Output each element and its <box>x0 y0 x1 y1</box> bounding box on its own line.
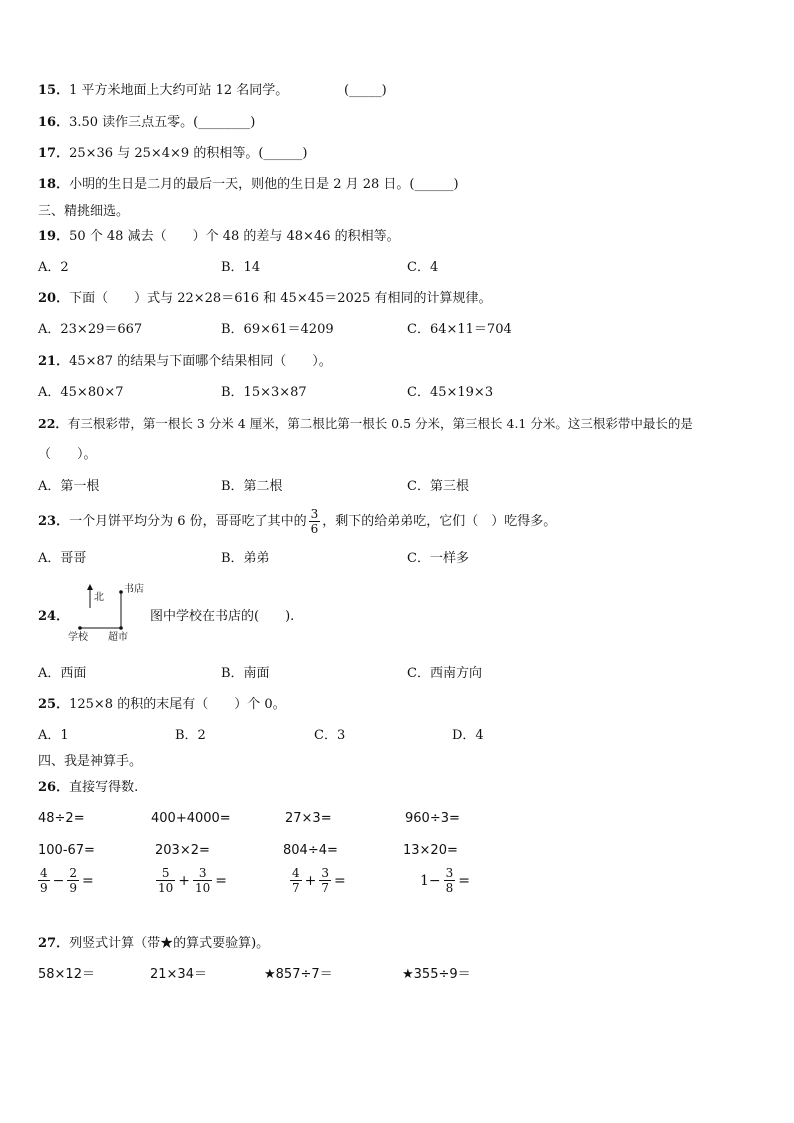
fraction-expression: $\frac{5}{10}$ + $\frac{3}{10}$ = <box>158 866 228 895</box>
calc-item: 27×3= <box>285 811 332 826</box>
question-18 <box>38 176 459 194</box>
question-15 <box>38 82 288 100</box>
north-label: 北 <box>94 592 104 603</box>
question-number: 15． <box>38 83 70 98</box>
calc-item: ★355÷9＝ <box>402 967 471 982</box>
calc-item: 960÷3= <box>405 811 460 826</box>
school-dot <box>78 626 82 630</box>
question-27 <box>38 935 269 953</box>
option-c[interactable]: C．4 <box>407 260 439 275</box>
option-b[interactable]: B．15×3×87 <box>221 385 307 400</box>
question-17 <box>38 145 307 163</box>
calc-item: 13×20= <box>403 843 458 858</box>
question-text: 125×8 的积的末尾有（ ）个 0。 <box>69 697 286 712</box>
option-b[interactable]: B．2 <box>175 728 206 743</box>
question-26 <box>38 779 138 797</box>
supermarket-label: 超市 <box>108 632 128 643</box>
option-b[interactable]: B．弟弟 <box>221 551 270 566</box>
question-text: 3.50 读作三点五零。(________) <box>69 115 256 130</box>
question-24-number: 24． <box>38 609 70 624</box>
question-number: 17． <box>38 146 70 161</box>
option-b[interactable]: B．69×61＝4209 <box>221 322 334 337</box>
option-b[interactable]: B．第二根 <box>221 479 283 494</box>
bookstore-label: 书店 <box>124 584 144 595</box>
question-text: 直接写得数. <box>69 780 139 795</box>
bookstore-dot <box>119 590 123 594</box>
fraction-expression: $\frac{4}{7}$ + $\frac{3}{7}$ = <box>292 866 346 895</box>
calc-item: 203×2= <box>155 843 210 858</box>
question-number: 16． <box>38 115 70 130</box>
question-number: 19． <box>38 229 70 244</box>
question-number: 26． <box>38 780 70 795</box>
option-b[interactable]: B．南面 <box>221 666 270 681</box>
question-text: 下面（ ）式与 22×28＝616 和 45×45＝2025 有相同的计算规律。 <box>69 291 492 306</box>
question-25 <box>38 696 286 714</box>
calc-item: 58×12＝ <box>38 967 95 982</box>
fraction: $\frac{3}{6}$ <box>310 507 319 536</box>
question-16 <box>38 114 255 132</box>
question-20 <box>38 290 491 308</box>
option-c[interactable]: C．45×19×3 <box>407 385 494 400</box>
question-number: 18． <box>38 177 70 192</box>
question-text: 1 平方米地面上大约可站 12 名同学。 <box>69 83 289 98</box>
option-c[interactable]: C．西南方向 <box>407 666 482 681</box>
question-number: 21． <box>38 354 70 369</box>
question-text: 一个月饼平均分为 6 份，哥哥吃了其中的 <box>69 513 307 529</box>
option-c[interactable]: C．第三根 <box>407 479 469 494</box>
direction-map <box>66 582 146 648</box>
option-c[interactable]: C．一样多 <box>407 551 469 566</box>
arrow-head-icon <box>87 584 93 590</box>
question-text: 25×36 与 25×4×9 的积相等。(______) <box>69 146 308 161</box>
question-22-continued: （ ）。 <box>38 447 97 462</box>
option-b[interactable]: B．14 <box>221 260 261 275</box>
option-a[interactable]: A．2 <box>38 260 69 275</box>
question-21 <box>38 353 332 371</box>
question-22 <box>38 415 693 433</box>
question-text: 图中学校在书店的( ). <box>150 609 295 624</box>
option-a[interactable]: A．西面 <box>38 666 87 681</box>
supermarket-dot <box>119 626 123 630</box>
question-19 <box>38 228 400 246</box>
calc-item: 21×34＝ <box>150 967 207 982</box>
option-a[interactable]: A．哥哥 <box>38 551 87 566</box>
question-number: 25． <box>38 697 70 712</box>
answer-blank[interactable]: (_____) <box>344 83 387 98</box>
calc-item: ★857÷7＝ <box>264 967 333 982</box>
fraction-expression: 1− $\frac{3}{8}$ = <box>420 866 471 895</box>
question-text: 45×87 的结果与下面哪个结果相同（ ）。 <box>69 354 332 369</box>
question-text: 小明的生日是二月的最后一天，则他的生日是 2 月 28 日。(______) <box>69 177 459 192</box>
question-text: 列竖式计算（带★的算式要验算)。 <box>69 936 270 951</box>
option-a[interactable]: A．第一根 <box>38 479 100 494</box>
question-23 <box>38 507 556 536</box>
section-heading: 三、精挑细选。 <box>38 204 130 219</box>
calc-item: 804÷4= <box>283 843 338 858</box>
calc-item: 48÷2= <box>38 811 85 826</box>
section-heading: 四、我是神算手。 <box>38 754 143 769</box>
option-a[interactable]: A．1 <box>38 728 69 743</box>
question-text: 有三根彩带，第一根长 3 分米 4 厘米，第二根比第一根长 0.5 分米，第三根长 4.1 分米。这三根彩带中最长的是 <box>67 416 693 431</box>
question-number: 22． <box>38 416 68 431</box>
question-number: 27． <box>38 936 70 951</box>
option-c[interactable]: C．64×11＝704 <box>407 322 512 337</box>
question-number: 20． <box>38 291 70 306</box>
option-d[interactable]: D．4 <box>452 728 484 743</box>
calc-item: 400+4000= <box>151 811 231 826</box>
calc-item: 100-67= <box>38 843 95 858</box>
question-text: 50 个 48 减去（ ）个 48 的差与 48×46 的积相等。 <box>69 229 400 244</box>
school-label: 学校 <box>68 632 88 643</box>
fraction-expression: $\frac{4}{9}$ − $\frac{2}{9}$ = <box>40 866 94 895</box>
option-a[interactable]: A．23×29＝667 <box>38 322 143 337</box>
question-number: 23． <box>38 513 70 529</box>
question-text: ，剩下的给弟弟吃，它们（ ）吃得多。 <box>322 513 557 529</box>
option-c[interactable]: C．3 <box>314 728 346 743</box>
option-a[interactable]: A．45×80×7 <box>38 385 124 400</box>
